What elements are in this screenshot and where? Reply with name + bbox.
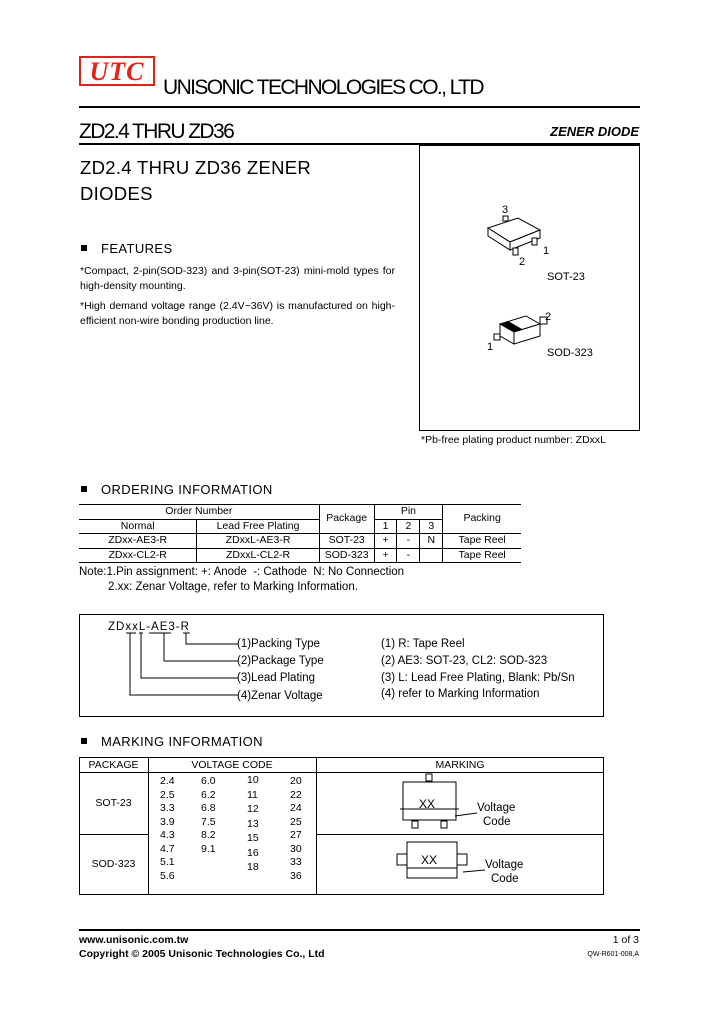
package-header: Package	[319, 505, 374, 534]
voltage-code: 3.9	[160, 815, 175, 828]
arrow-line	[463, 867, 487, 877]
sot23-package-icon	[470, 200, 560, 270]
sod323-pin1-label: 1	[487, 341, 494, 353]
cell: N	[420, 534, 443, 549]
decode-value: (1) R: Tape Reel	[381, 638, 465, 650]
voltage-code: 22	[290, 788, 302, 801]
ordering-note-2: 2.xx: Zenar Voltage, refer to Marking Information.	[108, 581, 358, 593]
code-label: Code	[483, 816, 511, 828]
cell: Tape Reel	[443, 548, 521, 563]
leadfree-header: Lead Free Plating	[197, 519, 319, 534]
divider	[316, 757, 317, 895]
page-number: 1 of 3	[612, 934, 639, 946]
feature-item: *Compact, 2-pin(SOD-323) and 3-pin(SOT-23) mini-mold types for high-density mounting.	[80, 265, 395, 292]
divider	[79, 834, 149, 835]
features-heading: FEATURES	[81, 241, 173, 256]
part-number: ZDxxL-AE3-R	[108, 621, 190, 633]
voltage-column	[201, 775, 216, 856]
cell: SOT-23	[319, 534, 374, 549]
voltage-code: 16	[247, 846, 259, 859]
cell: SOD-323	[319, 548, 374, 563]
arrow-line	[455, 811, 479, 821]
voltage-code: 6.2	[201, 788, 216, 801]
pin-header: Pin	[374, 505, 443, 520]
product-name: ZD2.4 THRU ZD36	[79, 120, 234, 143]
ordering-table	[79, 504, 521, 563]
voltage-label: Voltage	[485, 859, 524, 871]
sod323-pin2-label: 2	[545, 311, 552, 323]
marking-voltage-header: VOLTAGE CODE	[191, 759, 273, 771]
voltage-column	[290, 775, 302, 883]
ordering-note-1: Note:1.Pin assignment: +: Anode -: Cathode N: No Connection	[79, 566, 405, 578]
voltage-code: 24	[290, 802, 302, 814]
footer-divider	[79, 929, 640, 931]
marking-table	[79, 757, 604, 895]
voltage-code: 12	[247, 803, 259, 815]
voltage-code: 18	[247, 861, 259, 873]
cell: ZDxx-AE3-R	[79, 534, 197, 549]
category-label: ZENER DIODE	[550, 124, 639, 139]
voltage-code: 5.6	[160, 869, 175, 882]
cell: -	[397, 534, 420, 549]
header-divider	[79, 106, 640, 108]
company-name: UNISONIC TECHNOLOGIES CO., LTD	[163, 76, 483, 99]
utc-logo: UTC	[79, 56, 155, 86]
marking-package-sot23: SOT-23	[95, 797, 132, 809]
packing-header: Packing	[443, 505, 521, 534]
voltage-code: 8.2	[201, 829, 216, 841]
voltage-code: 9.1	[201, 842, 216, 855]
voltage-code: 5.1	[160, 856, 175, 868]
cell: -	[397, 548, 420, 563]
voltage-code: 13	[247, 817, 259, 830]
divider	[79, 772, 604, 773]
sot23-pin2-label: 2	[519, 256, 526, 268]
package-figure-box	[419, 145, 640, 431]
cell: ZDxx-CL2-R	[79, 548, 197, 563]
sod323-marking-text: XX	[421, 853, 438, 867]
divider	[316, 834, 604, 835]
voltage-code: 30	[290, 842, 302, 855]
cell: ZDxxL-AE3-R	[197, 534, 319, 549]
voltage-code: 10	[247, 774, 259, 786]
cell: ZDxxL-CL2-R	[197, 548, 319, 563]
voltage-code: 20	[290, 775, 302, 787]
voltage-code: 7.5	[201, 815, 216, 828]
voltage-code: 2.4	[160, 775, 175, 787]
voltage-code: 33	[290, 856, 302, 868]
decode-value: (3) L: Lead Free Plating, Blank: Pb/Sn	[381, 672, 575, 684]
code-label: Code	[491, 873, 519, 885]
cell: +	[374, 548, 397, 563]
table-row	[79, 534, 521, 549]
pb-free-note: *Pb-free plating product number: ZDxxL	[421, 434, 607, 446]
pin-number: 1	[374, 519, 397, 534]
marking-package-sod323: SOD-323	[91, 858, 136, 870]
normal-header: Normal	[79, 519, 197, 534]
order-number-header: Order Number	[79, 505, 319, 520]
table-row	[79, 548, 521, 563]
page-title: ZD2.4 THRU ZD36 ZENER DIODES	[80, 157, 312, 204]
decode-value: (2) AE3: SOT-23, CL2: SOD-323	[381, 655, 548, 667]
voltage-code: 4.3	[160, 829, 175, 841]
sot23-label: SOT-23	[547, 271, 585, 283]
sot23-pin3-label: 3	[502, 204, 509, 216]
voltage-code: 27	[290, 829, 302, 841]
decode-connector-lines	[100, 632, 240, 702]
decode-label: (1)Packing Type	[237, 638, 320, 650]
decode-label: (3)Lead Plating	[237, 672, 315, 684]
voltage-code: 3.3	[160, 802, 175, 814]
marking-package-header: PACKAGE	[88, 759, 139, 771]
voltage-code: 6.8	[201, 802, 216, 814]
decode-label: (4)Zenar Voltage	[237, 690, 323, 702]
voltage-column	[160, 775, 175, 883]
cell	[420, 548, 443, 563]
voltage-column	[247, 773, 259, 875]
sot23-marking-text: XX	[419, 797, 436, 811]
cell: Tape Reel	[443, 534, 521, 549]
voltage-code: 2.5	[160, 788, 175, 801]
marking-marking-header: MARKING	[435, 759, 485, 771]
decode-label: (2)Package Type	[237, 655, 324, 667]
doc-number: QW-R601-008,A	[587, 951, 639, 958]
voltage-code: 36	[290, 869, 302, 882]
pin-number: 3	[420, 519, 443, 534]
voltage-code: 6.0	[201, 775, 216, 787]
divider	[148, 757, 149, 895]
voltage-label: Voltage	[477, 802, 516, 814]
footer-url[interactable]: www.unisonic.com.tw	[79, 934, 189, 946]
pin-number: 2	[397, 519, 420, 534]
voltage-code: 25	[290, 815, 302, 828]
cell: +	[374, 534, 397, 549]
voltage-code: 4.7	[160, 842, 175, 855]
sod323-label: SOD-323	[547, 347, 593, 359]
voltage-code: 11	[247, 788, 258, 801]
sot23-pin1-label: 1	[543, 245, 550, 257]
marking-heading: MARKING INFORMATION	[81, 734, 263, 749]
ordering-heading: ORDERING INFORMATION	[81, 482, 273, 497]
voltage-code: 15	[247, 832, 259, 844]
feature-item: *High demand voltage range (2.4V~36V) is manufactured on high-efficient non-wire bonding production line.	[80, 300, 395, 327]
decode-value: (4) refer to Marking Information	[381, 688, 540, 700]
footer-copyright: Copyright © 2005 Unisonic Technologies Co., Ltd	[79, 948, 325, 960]
